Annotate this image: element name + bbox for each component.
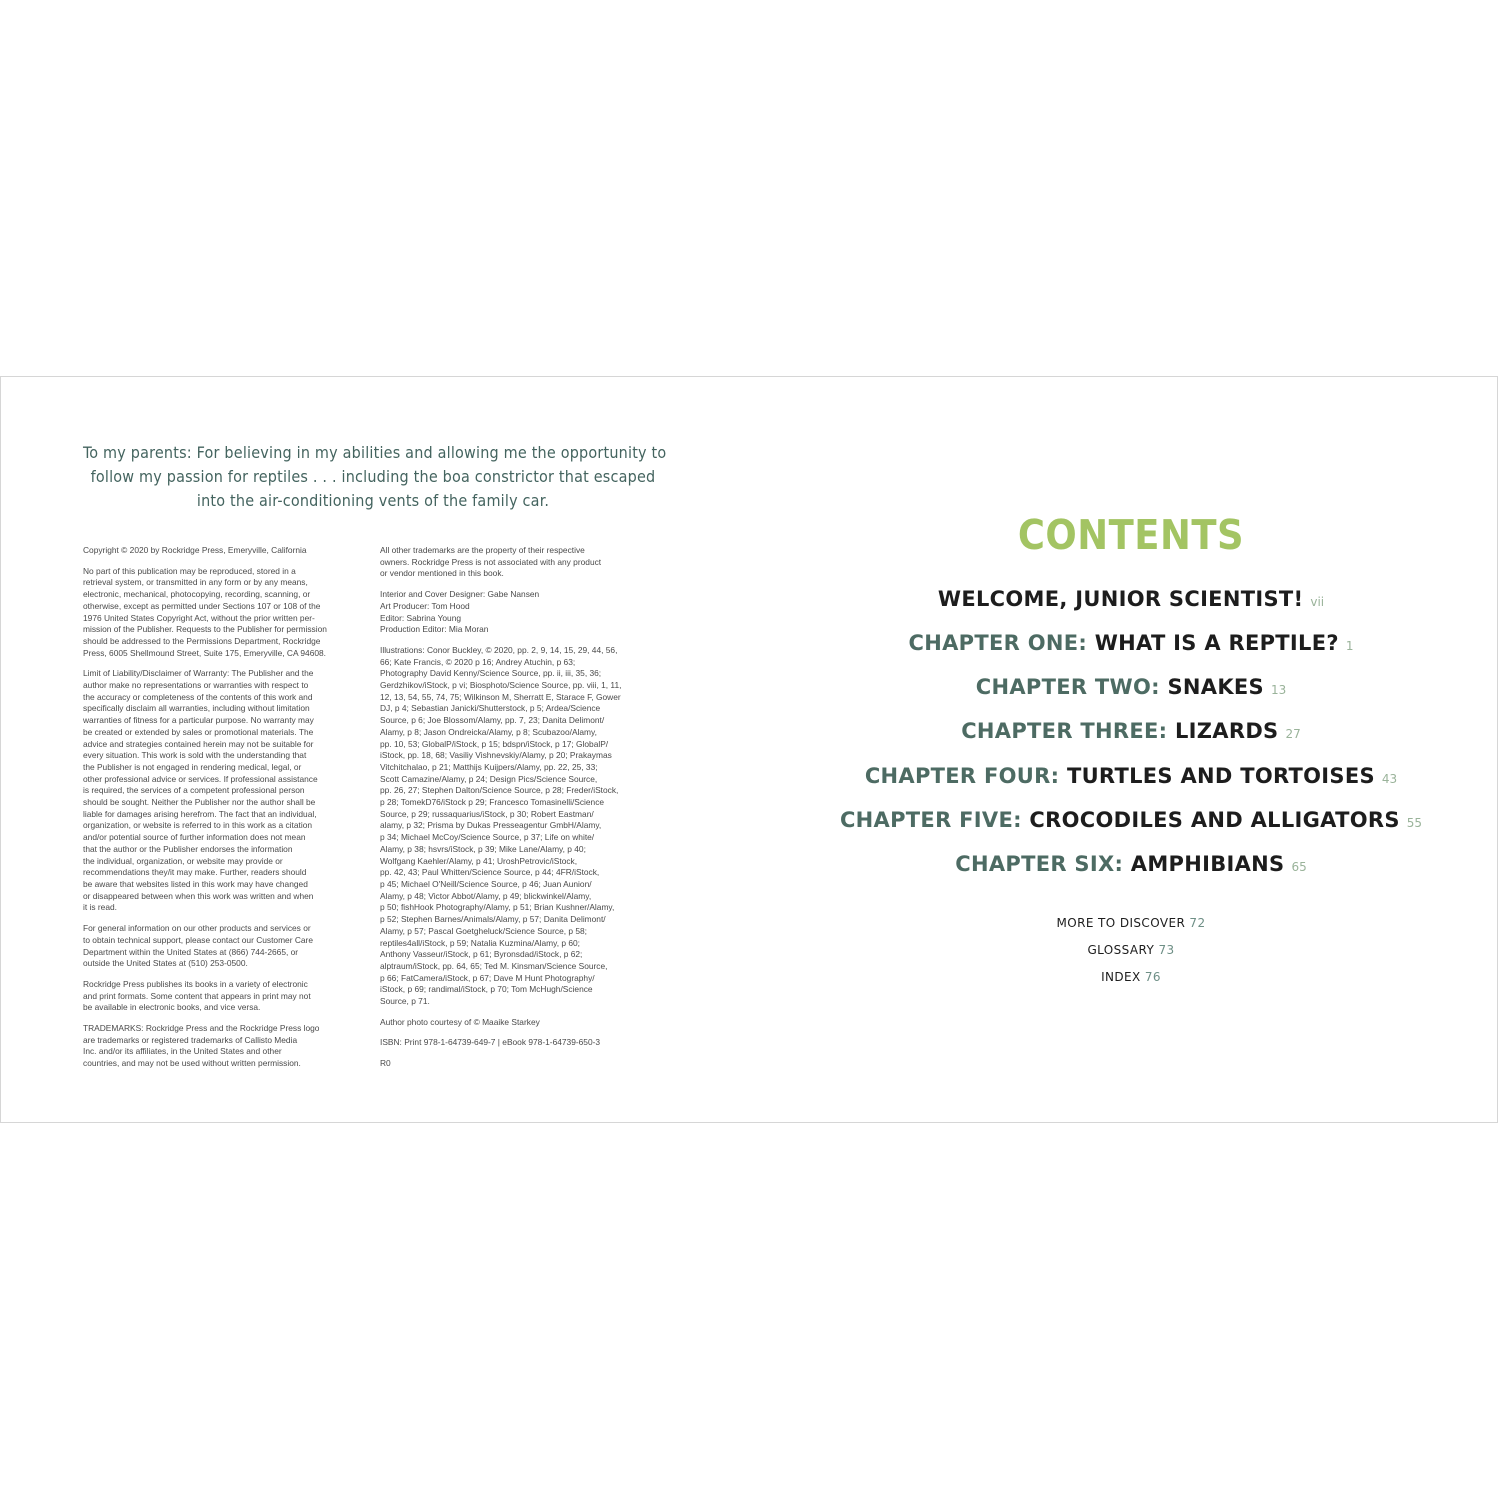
copyright-paragraph (83, 979, 363, 1014)
dedication-line: follow my passion for reptiles . . . including the boa constrictor that escaped (90, 467, 656, 486)
copyright-line: countries, and may not be used without written permission. (83, 1058, 301, 1069)
toc-entry[interactable] (761, 852, 1500, 876)
copyright-line: Illustrations: Conor Buckley, © 2020, pp. 2, 9, 14, 15, 29, 44, 56, (380, 644, 618, 655)
toc-extra-entry[interactable] (761, 970, 1500, 984)
copyright-line: or disappeared between when this work was written and when (83, 890, 314, 901)
copyright-line: pp. 10, 53; GlobalP/iStock, p 15; bdspn/iStock, p 17; GlobalP/ (380, 738, 609, 749)
toc-chapter-title: CROCODILES AND ALLIGATORS (1029, 808, 1400, 832)
copyright-line: are trademarks or registered trademarks of Callisto Media (83, 1034, 298, 1045)
toc-entry[interactable] (761, 764, 1500, 788)
copyright-line: iStock, p 69; randimal/iStock, p 70; Tom McHugh/Science (380, 984, 593, 995)
toc-chapter-title: WHAT IS A REPTILE? (1094, 631, 1339, 655)
copyright-line: p 28; TomekD76/iStock p 29; Francesco Tomasinelli/Science (380, 797, 605, 808)
dedication (83, 441, 667, 513)
copyright-line: every situation. This work is sold with the understanding that (83, 750, 307, 761)
copyright-line: alptraum/iStock, pp. 64, 65; Ted M. Kinsman/Science Source, (380, 960, 608, 971)
copyright-line: warranties of fitness for a particular purpose. No warranty may (83, 715, 314, 726)
copyright-line: Photography David Kenny/Science Source, pp. ii, iii, 35, 36; (380, 668, 602, 679)
copyright-line: pp. 42, 43; Paul Whitten/Science Source, p 44; 4FR/iStock, (380, 867, 600, 878)
toc-extra-label: MORE TO DISCOVER (1056, 916, 1186, 930)
copyright-line: and print formats. Some content that appears in print may not (83, 990, 311, 1001)
copyright-line: be aware that websites listed in this work may have changed (83, 878, 308, 889)
copyright-line: retrieval system, or transmitted in any form or by any means, (83, 577, 308, 588)
copyright-line: author make no representations or warranties with respect to (83, 680, 309, 691)
toc-chapter-label: CHAPTER FOUR: (864, 764, 1067, 788)
book-spread (0, 376, 1498, 1123)
copyright-line: is required, the services of a competent professional person (83, 785, 305, 796)
copyright-line: Alamy, p 8; Jason Ondreicka/Alamy, p 8; Scubazoo/Alamy, (380, 726, 597, 737)
toc-page-number: 13 (1270, 683, 1287, 697)
copyright-line: that the author or the Publisher endorses the information (83, 843, 293, 854)
toc-page-number: vii (1310, 595, 1325, 609)
copyright-line: Source, p 6; Joe Blossom/Alamy, pp. 7, 23; Danita Delimont/ (380, 715, 605, 726)
toc-page-number: 55 (1406, 816, 1423, 830)
copyright-line: it is read. (83, 902, 117, 913)
copyright-line: Editor: Sabrina Young (380, 612, 462, 623)
toc-chapter-label: CHAPTER FIVE: (839, 808, 1030, 832)
toc-page-number: 27 (1285, 727, 1301, 741)
copyright-paragraph (380, 545, 662, 580)
copyright-line: Production Editor: Mia Moran (380, 624, 489, 635)
copyright-line: TRADEMARKS: Rockridge Press and the Rockridge Press logo (83, 1023, 320, 1034)
copyright-line: p 66; FatCamera/iStock, p 67; Dave M Hunt Photography/ (380, 972, 595, 983)
copyright-paragraph (83, 923, 363, 970)
copyright-line: 1976 United States Copyright Act, without the prior written per- (83, 612, 315, 623)
copyright-line: Department within the United States at (866) 744-2665, or (83, 946, 299, 957)
dedication-line: To my parents: For believing in my abilities and allowing me the opportunity to (83, 443, 667, 462)
copyright-line: Inc. and/or its affiliates, in the United States and other (83, 1046, 282, 1057)
copyright-line: 66; Kate Francis, © 2020 p 16; Andrey Atuchin, p 63; (380, 656, 576, 667)
copyright-line: Source, p 71. (380, 996, 430, 1007)
copyright-line: Alamy, p 57; Pascal Goetgheluck/Science Source, p 58; (380, 925, 588, 936)
copyright-line: should be addressed to the Permissions Department, Rockridge (83, 635, 321, 646)
toc-page-number: 65 (1291, 860, 1307, 874)
toc-entry[interactable] (761, 719, 1500, 743)
copyright-column-left (83, 545, 363, 1079)
copyright-line: Press, 6005 Shellmound Street, Suite 175, Emeryville, CA 94608. (83, 647, 327, 658)
copyright-line: Limit of Liability/Disclaimer of Warranty: The Publisher and the (83, 668, 314, 679)
copyright-line: outside the United States at (510) 253-0500. (83, 958, 248, 969)
copyright-line: the individual, organization, or website may provide or (83, 855, 283, 866)
toc-chapter-label: CHAPTER ONE: (908, 631, 1095, 655)
toc-entry[interactable] (761, 587, 1500, 611)
copyright-line: electronic, mechanical, photocopying, recording, scanning, or (83, 589, 311, 600)
copyright-line: mission of the Publisher. Requests to the Publisher for permission (83, 624, 327, 635)
copyright-line: Author photo courtesy of © Maaike Starkey (380, 1016, 540, 1027)
copyright-paragraph (83, 1023, 363, 1070)
copyright-line: pp. 26, 27; Stephen Dalton/Science Source, p 28; Freder/iStock, (380, 785, 619, 796)
copyright-line: Wolfgang Kaehler/Alamy, p 41; UroshPetrovic/iStock, (380, 855, 578, 866)
toc-extra-label: INDEX (1101, 970, 1141, 984)
copyright-paragraph (83, 566, 363, 660)
toc-extra-entry[interactable] (761, 916, 1500, 930)
copyright-line: reptiles4all/iStock, p 59; Natalia Kuzmina/Alamy, p 60; (380, 937, 581, 948)
copyright-line: No part of this publication may be reproduced, stored in a (83, 565, 296, 576)
copyright-paragraph (380, 589, 662, 636)
copyright-line: be available in electronic books, and vice versa. (83, 1002, 261, 1013)
copyright-line: other professional advice or services. If professional assistance (83, 773, 318, 784)
toc-entry[interactable] (761, 808, 1500, 832)
toc-page-number: 72 (1189, 916, 1206, 930)
toc-entry[interactable] (761, 675, 1500, 699)
copyright-paragraph (83, 668, 363, 914)
copyright-line: Gerdzhikov/iStock, p vi; Biosphoto/Science Source, pp. viii, 1, 11, (380, 680, 622, 691)
toc-entry[interactable] (761, 631, 1500, 655)
copyright-line: p 52; Stephen Barnes/Animals/Alamy, p 57; Danita Delimont/ (380, 914, 606, 925)
copyright-line: Art Producer: Tom Hood (380, 600, 470, 611)
copyright-line: p 34; Michael McCoy/Science Source, p 37; Life on white/ (380, 832, 595, 843)
copyright-line: to obtain technical support, please contact our Customer Care (83, 934, 313, 945)
copyright-line: liable for damages arising herefrom. The fact that an individual, (83, 808, 317, 819)
copyright-line: the Publisher is not engaged in rendering medical, legal, or (83, 761, 302, 772)
copyright-line: Rockridge Press publishes its books in a variety of electronic (83, 978, 308, 989)
copyright-line: For general information on our other products and services or (83, 923, 311, 934)
toc-page-number: 76 (1144, 970, 1161, 984)
toc-page-number: 43 (1381, 772, 1398, 786)
copyright-line: Interior and Cover Designer: Gabe Nansen (380, 589, 540, 600)
copyright-line: Anthony Vasseur/iStock, p 61; Byronsdad/iStock, p 62; (380, 949, 583, 960)
copyright-line: be created or extended by sales or promotional materials. The (83, 726, 314, 737)
copyright-line: Alamy, p 48; Victor Abbot/Alamy, p 49; blickwinkel/Alamy, (380, 890, 592, 901)
copyright-line: specifically disclaim all warranties, including without limitation (83, 703, 310, 714)
copyright-line: and/or potential source of further information does not mean (83, 832, 306, 843)
copyright-line: iStock, pp. 18, 68; Vasiliy Vishnevskiy/Alamy, p 20; Prakaymas (380, 750, 612, 761)
copyright-line: otherwise, except as permitted under Sections 107 or 108 of the (83, 600, 321, 611)
copyright-line: DJ, p 4; Sebastian Janicki/Shutterstock, p 5; Ardea/Science (380, 703, 601, 714)
copyright-line: p 45; Michael O'Neill/Science Source, p 46; Juan Aunion/ (380, 878, 592, 889)
copyright-paragraph (83, 545, 363, 557)
copyright-line: Copyright © 2020 by Rockridge Press, Emeryville, California (83, 545, 307, 555)
contents-title: CONTENTS (1017, 511, 1245, 559)
copyright-paragraph (380, 645, 662, 1008)
toc-extra-label: GLOSSARY (1087, 943, 1155, 957)
copyright-line: p 50; fishHook Photography/Alamy, p 51; Brian Kushner/Alamy, (380, 902, 615, 913)
copyright-paragraph (380, 1058, 662, 1070)
copyright-line: Vitchitchalao, p 21; Matthijs Kuijpers/Alamy, pp. 22, 25, 33; (380, 761, 598, 772)
toc-chapter-title: AMPHIBIANS (1130, 852, 1285, 876)
copyright-line: or vendor mentioned in this book. (380, 568, 504, 579)
copyright-line: should be sought. Neither the Publisher nor the author shall be (83, 797, 316, 808)
copyright-line: owners. Rockridge Press is not associated with any product (380, 556, 602, 567)
copyright-line: alamy, p 32; Prisma by Dukas Presseagentur GmbH/Alamy, (380, 820, 602, 831)
copyright-line: the accuracy or completeness of the contents of this work and (83, 691, 313, 702)
dedication-line: into the air-conditioning vents of the family car. (196, 491, 550, 510)
copyright-line: ISBN: Print 978-1-64739-649-7 | eBook 978-1-64739-650-3 (380, 1037, 601, 1048)
copyright-line: Alamy, p 38; hsvrs/iStock, p 39; Mike Lane/Alamy, p 40; (380, 843, 586, 854)
copyright-paragraph (380, 1037, 662, 1049)
toc-page-number: 73 (1158, 943, 1175, 957)
toc-extra-entry[interactable] (761, 943, 1500, 957)
toc-chapter-label: CHAPTER THREE: (961, 719, 1175, 743)
toc-chapter-title: SNAKES (1167, 675, 1264, 699)
copyright-column-right (380, 545, 662, 1079)
copyright-line: Scott Camazine/Alamy, p 24; Design Pics/Science Source, (380, 773, 598, 784)
copyright-line: 12, 13, 54, 55, 74, 75; Wilkinson M, Sherratt E, Starace F, Gower (380, 691, 621, 702)
toc-page-number: 1 (1345, 639, 1354, 653)
copyright-line: organization, or website is referred to in this work as a citation (83, 820, 313, 831)
toc-chapter-title: TURTLES AND TORTOISES (1066, 764, 1375, 788)
copyright-paragraph (380, 1017, 662, 1029)
copyright-line: recommendations they/it may make. Further, readers should (83, 867, 307, 878)
copyright-line: All other trademarks are the property of their respective (380, 545, 585, 555)
copyright-line: R0 (380, 1058, 391, 1069)
toc-chapter-label: CHAPTER SIX: (955, 852, 1131, 876)
toc-chapter-label: CHAPTER TWO: (975, 675, 1168, 699)
toc-chapter-title: WELCOME, JUNIOR SCIENTIST! (937, 587, 1304, 611)
copyright-line: Source, p 29; russaquarius/iStock, p 30; Robert Eastman/ (380, 808, 594, 819)
toc-chapter-title: LIZARDS (1174, 719, 1279, 743)
copyright-line: advice and strategies contained herein may not be suitable for (83, 738, 314, 749)
